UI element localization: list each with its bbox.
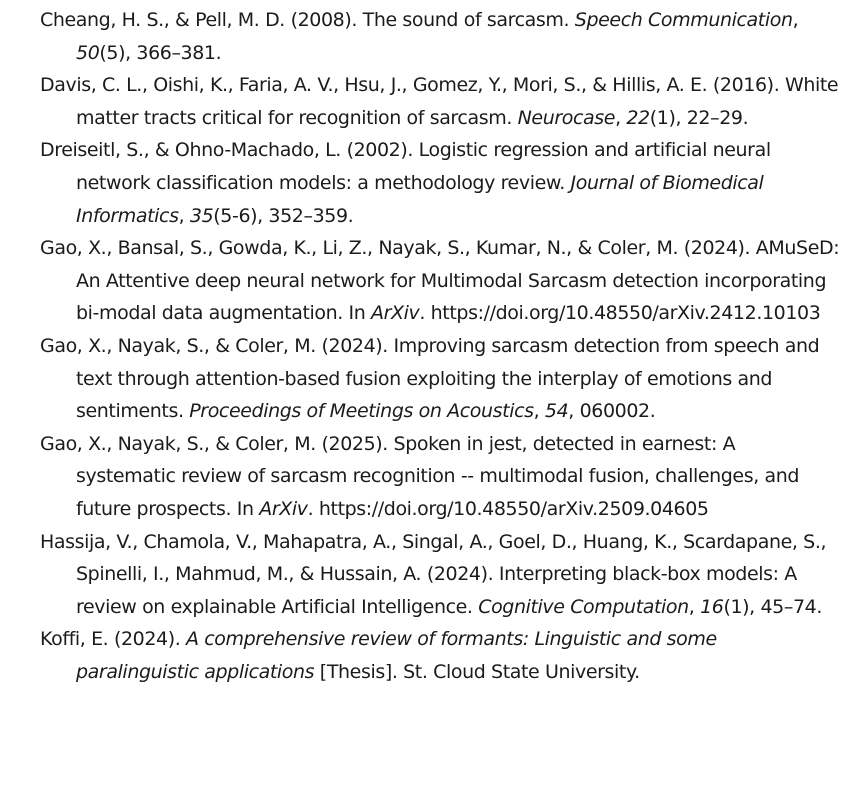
volume-number: 35	[189, 204, 214, 227]
reference-tail: , 060002.	[568, 400, 656, 423]
reference-text: Koffi, E. (2024).	[40, 628, 187, 651]
reference-text: Gao, X., Bansal, S., Gowda, K., Li, Z., Nayak, S., Kumar, N., & Coler, M. (2024). AMuSeD: An Attentive deep neural network for Multimodal Sarcasm detection incorporating bi-modal data augmentation. In	[40, 237, 840, 325]
reference-tail: [Thesis]. St. Cloud State University.	[314, 660, 640, 683]
reference-entry	[40, 330, 840, 428]
reference-entry	[40, 526, 840, 624]
reference-entry	[40, 4, 840, 69]
journal-title: ArXiv	[259, 497, 308, 520]
reference-text: Gao, X., Nayak, S., & Coler, M. (2025). Spoken in jest, detected in earnest: A systematic review of sarcasm recognition -- multimodal fusion, challenges, and future prospects. In	[40, 432, 800, 520]
separator: ,	[178, 204, 190, 227]
reference-entry	[40, 69, 840, 134]
reference-text: Davis, C. L., Oishi, K., Faria, A. V., Hsu, J., Gomez, Y., Mori, S., & Hillis, A. E. (2016). White matter tracts critical for recognition of sarcasm.	[40, 74, 839, 129]
separator: ,	[792, 9, 799, 31]
volume-number: 16	[700, 595, 724, 618]
reference-text: Dreiseitl, S., & Ohno-Machado, L. (2002). Logistic regression and artificial neural network classification models: a methodology review.	[40, 139, 771, 194]
reference-tail: (5-6), 352–359.	[213, 204, 354, 227]
separator: ,	[615, 106, 627, 129]
reference-tail: . https://doi.org/10.48550/arXiv.2509.04605	[307, 497, 709, 520]
separator: ,	[688, 595, 701, 618]
volume-number: 22	[626, 106, 650, 129]
reference-text: Gao, X., Nayak, S., & Coler, M. (2024). Improving sarcasm detection from speech and text through attention-based fusion exploiting the interplay of emotions and sentiments.	[40, 334, 820, 423]
reference-text: Cheang, H. S., & Pell, M. D. (2008). The sound of sarcasm.	[40, 9, 575, 31]
reference-entry	[40, 134, 840, 232]
book-title: A comprehensive review of formants: Linguistic and some paralinguistic applications	[76, 628, 717, 683]
journal-title: Speech Communication	[574, 9, 793, 31]
reference-tail: (5), 366–381.	[99, 41, 222, 64]
journal-title: Proceedings of Meetings on Acoustics	[189, 400, 534, 423]
volume-number: 54	[544, 400, 569, 423]
reference-tail: . https://doi.org/10.48550/arXiv.2412.10103	[419, 302, 821, 325]
reference-list	[40, 4, 840, 688]
journal-title: Cognitive Computation	[478, 595, 689, 618]
reference-entry	[40, 623, 840, 688]
journal-title: Neurocase	[517, 106, 616, 129]
journal-title: ArXiv	[371, 302, 420, 325]
reference-entry	[40, 428, 840, 526]
journal-title: Journal of Biomedical Informatics	[76, 171, 764, 227]
separator: ,	[533, 400, 545, 423]
reference-tail: (1), 22–29.	[649, 106, 749, 129]
reference-tail: (1), 45–74.	[723, 595, 822, 618]
volume-number: 50	[76, 41, 100, 64]
reference-text: Hassija, V., Chamola, V., Mahapatra, A., Singal, A., Goel, D., Huang, K., Scardapane, S., Spinelli, I., Mahmud, M., & Hussain, A. (2024). Interpreting black-box models: A review on explainable Artificial Intelligence.	[40, 530, 827, 618]
reference-entry	[40, 232, 840, 330]
